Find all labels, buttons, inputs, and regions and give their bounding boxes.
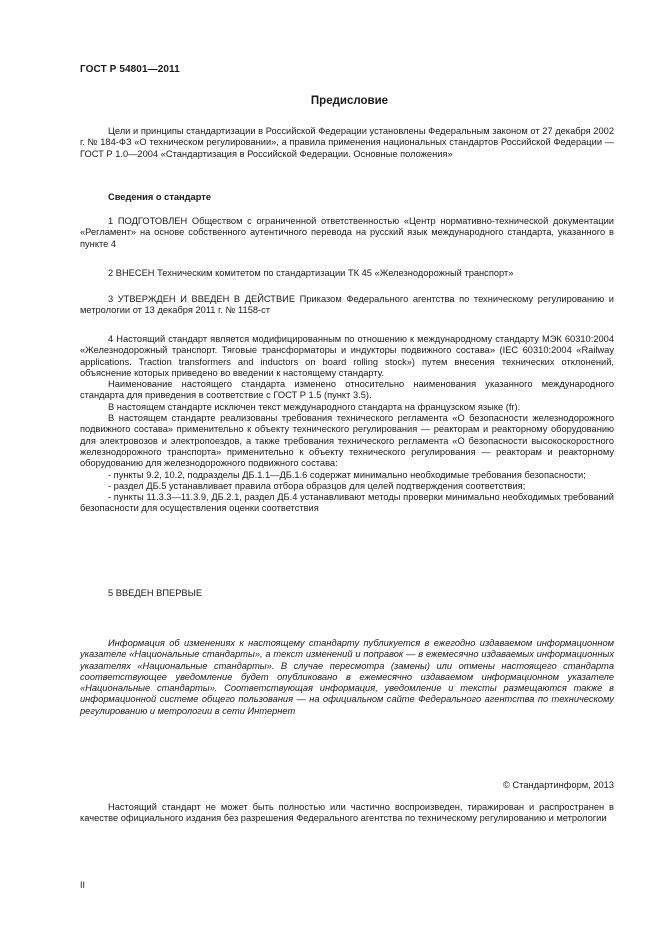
item-4-list-item: - раздел ДБ.5 устанавливает правила отбора образцов для целей подтверждения соответствия; <box>108 480 526 491</box>
legal-paragraph: Настоящий стандарт не может быть полностью или частично воспроизведен, тиражирован и распространен в качестве официального издания без разрешения Федерального агентства по техническому регулированию и метрологии <box>80 802 614 824</box>
item-2-block <box>80 268 614 279</box>
copyright: © Стандартинформ, 2013 <box>503 780 614 790</box>
preface-title: Предисловие <box>310 95 389 107</box>
section-heading: Сведения о стандарте <box>108 192 212 202</box>
item-4-block <box>80 334 614 515</box>
page-number: II <box>80 880 86 890</box>
document-code: ГОСТ Р 54801—2011 <box>80 64 180 75</box>
section-heading-block <box>80 192 614 203</box>
notice-block <box>80 638 614 717</box>
item-2: 2 ВНЕСЕН Техническим комитетом по стандартизации ТК 45 «Железнодорожный транспорт» <box>108 268 514 278</box>
item-4-list-item: - пункты 11.3.3—11.3.9, ДБ.2.1, раздел ДБ.4 устанавливают методы проверки минимально необходимых требований безопасности для осуществления оценки соответствия <box>80 492 614 514</box>
item-3: 3 УТВЕРЖДЕН И ВВЕДЕН В ДЕЙСТВИЕ Приказом Федерального агентства по техническому регулированию и метрологии от 13 декабря 2011 г. № 1158-ст <box>80 294 614 316</box>
legal-block <box>80 802 614 825</box>
item-1-block <box>80 216 614 250</box>
item-1: 1 ПОДГОТОВЛЕН Обществом с ограниченной ответственностью «Центр нормативно-технической документации «Регламент» на основе собственного аутентичного перевода на русский язык международного стандарта, указанного в пункте 4 <box>80 216 614 249</box>
notice-paragraph: Информация об изменениях к настоящему стандарту публикуется в ежегодно издаваемом информационном указателе «Национальные стандарты», а текст изменений и поправок — в ежемесячно издаваемых информационных указателях «Национальные стандарты». В случае пересмотра (замены) или отмены настоящего стандарта соответствующее уведомление будет опубликовано в ежемесячно издаваемом информационном указателе «Национальные стандарты». Соответствующая информация, уведомление и тексты размещаются также в информационной системе общего пользования — на официальном сайте Федерального агентства по техническому регулированию и метрологии в сети Интернет <box>80 638 614 716</box>
item-5: 5 ВВЕДЕН ВПЕРВЫЕ <box>108 588 203 598</box>
intro-paragraph: Цели и принципы стандартизации в Российской Федерации установлены Федеральным законом от 27 декабря 2002 г. № 184-ФЗ «О техническом регулировании», а правила применения национальных стандартов Российской Федерации — ГОСТ Р 1.0—2004 «Стандартизация в Российской Федерации. Основные положения» <box>80 126 614 159</box>
item-3-block <box>80 294 614 317</box>
item-4-list-item: - пункты 9.2, 10.2, подразделы ДБ.1.1—ДБ.1.6 содержат минимально необходимые требования безопасности; <box>108 469 586 480</box>
item-4-paragraph: 4 Настоящий стандарт является модифицированным по отношению к международному стандарту МЭК 60310:2004 «Железнодорожный транспорт. Тяговые трансформаторы и индукторы подвижного состава» (IEC 60310:2004 «Railway applications. Traction transformers and inductors on board rolling stock») путем внесения технических отклонений, объяснение которых приведено во введении к настоящему стандарту. <box>80 334 614 378</box>
item-4-paragraph: Наименование настоящего стандарта изменено относительно наименования указанного международного стандарта для приведения в соответствие с ГОСТ Р 1.5 (пункт 3.5). <box>80 379 614 401</box>
item-5-block <box>80 588 614 599</box>
item-4-paragraph: В настоящем стандарте исключен текст международного стандарта на французском языке (fr). <box>108 401 521 412</box>
item-4-paragraph: В настоящем стандарте реализованы требования технического регламента «О безопасности железнодорожного подвижного состава» применительно к объекту технического регулирования — реакторам и реакторному оборудованию для электровозов и электропоездов, а также требования технического регламента «О безопасности высокоскоростного железнодорожного транспорта» применительно к объекту технического регулирования — реакторам и реакторному оборудованию для железнодорожного подвижного состава: <box>80 413 614 469</box>
intro-block <box>80 126 614 160</box>
